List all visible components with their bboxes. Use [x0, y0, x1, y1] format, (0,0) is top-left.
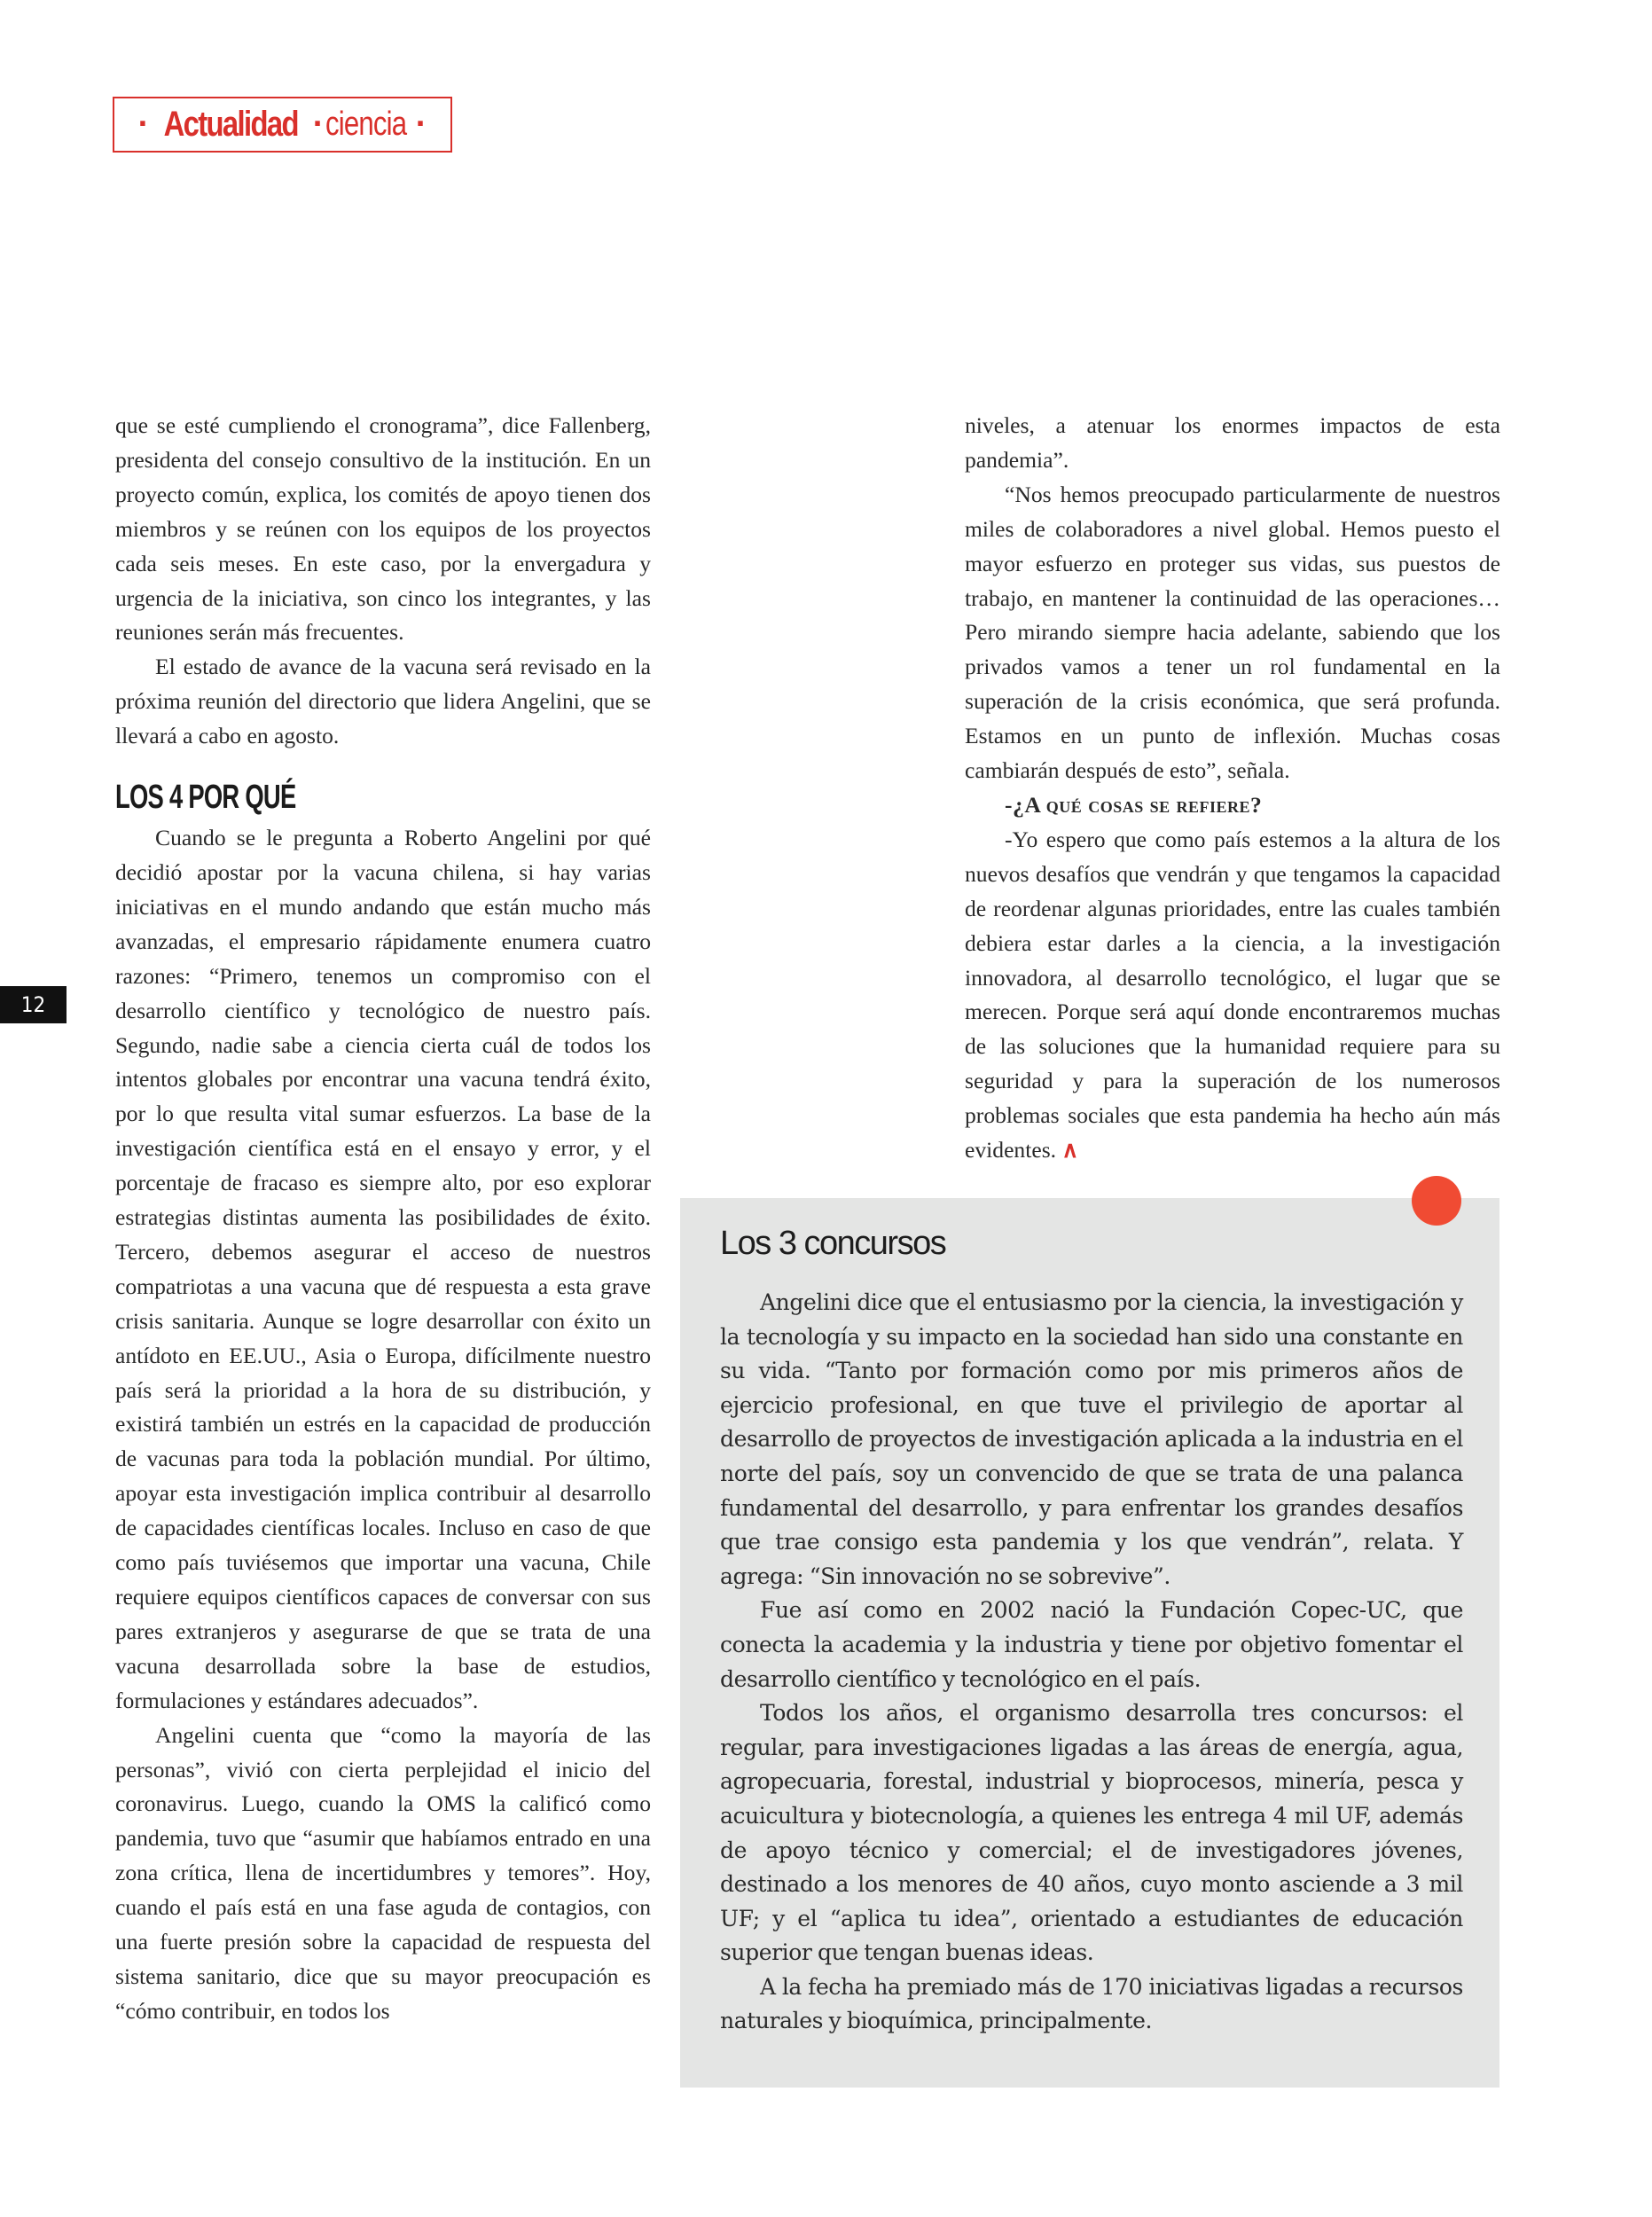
paragraph-text: -Yo espero que como país estemos a la altura de los nuevos desafíos que vendrán y que tengamos la capacidad de reordenar algunas prioridades, entre las cuales también debiera estar darles a la ciencia, a la investigación innovadora, al desarrollo tecnológico, el lugar que se merecen. Porque será aquí donde encontraremos muchas de las soluciones que la humanidad requiere para su seguridad y para la superación de los numerosos problemas sociales que esta pandemia ha hecho aún más evidentes. — [965, 826, 1500, 1163]
paragraph: El estado de avance de la vacuna será revisado en la próxima reunión del directorio que lidera Angelini, que se llevará a cabo en agosto. — [115, 654, 651, 749]
section-name: Actualidad — [163, 105, 299, 144]
paragraph: que se esté cumpliendo el cronograma”, dice Fallenberg, presidenta del consejo consultivo de la institución. En un proyecto común, explica, los comités de apoyo tienen dos miembros y se reúnen con los equipos de los proyectos cada seis meses. En este caso, por la envergadura y urgencia de la iniciativa, son cinco los integrantes, y las reuniones serán más frecuentes. — [115, 412, 651, 646]
subheading: LOS 4 POR QUÉ — [115, 779, 296, 817]
red-dot-icon — [1412, 1176, 1461, 1226]
sidebar-text — [720, 1286, 1463, 2039]
right-column — [965, 409, 1500, 1168]
interview-question: -¿A qué cosas se refiere? — [1005, 791, 1263, 818]
paragraph: “Nos hemos preocupado particularmente de nuestros miles de colaboradores a nivel global. Hemos puesto el mayor esfuerzo en proteger sus vidas, sus puestos de trabajo, en mantener la continuidad de las operaciones… Pero mirando siempre hacia adelante, sabiendo que los privados vamos a tener un rol fundamental en la superación de la crisis económica, que será profunda. Estamos en un punto de inflexión. Muchas cosas cambiarán después de esto”, señala. — [965, 481, 1500, 784]
section-tag-dot: · — [312, 106, 325, 143]
paragraph: Angelini cuenta que “como la mayoría de las personas”, vivió con cierta perplejidad el inicio del coronavirus. Luego, cuando la OMS la calificó como pandemia, tuvo que “asumir que habíamos entrado en una zona crítica, llena de incertidumbres y temores”. Hoy, cuando el país está en una fase aguda de contagios, con una fuerte presión sobre la capacidad de respuesta del sistema sanitario, dice que su mayor preocupación es “cómo contribuir, en todos los — [115, 1721, 651, 2024]
subsection-name: ciencia — [325, 106, 407, 143]
sidebar-paragraph: A la fecha ha premiado más de 170 iniciativas ligadas a recursos naturales y bioquímica, principalmente. — [720, 1973, 1463, 2034]
page-number: 12 — [0, 986, 67, 1023]
section-tag-dot: · — [137, 106, 150, 143]
section-tag — [113, 97, 452, 153]
sidebar-title: Los 3 concursos — [720, 1225, 946, 1262]
sidebar-paragraph: Todos los años, el organismo desarrolla tres concursos: el regular, para investigaciones ligadas a las áreas de energía, agua, agropecuaria, forestal, industrial y bioprocesos, minería, pesca y acuicultura y biotecnología, a quienes les entrega 4 mil UF, además de apoyo técnico y comercial; el de investigadores jóvenes, destinado a los menores de 40 años, cuyo monto asciende a 3 mil UF; y el “aplica tu idea”, orientado a estudiantes de educación superior que tengan buenas ideas. — [720, 1700, 1463, 1966]
paragraph — [965, 823, 1500, 1168]
sidebar-paragraph: Angelini dice que el entusiasmo por la ciencia, la investigación y la tecnología y su impacto en la sociedad han sido una constante en su vida. “Tanto por formación como por mis primeros años de ejercicio profesional, en que tuve el privilegio de aportar al desarrollo de proyectos de investigación aplicada a la industria en el norte del país, soy un convencido de que se trata de una palanca fundamental del desarrollo, y para enfrentar los grandes desafíos que trae consigo esta pandemia y los que vendrán”, relata. Y agrega: “Sin innovación no se sobrevive”. — [720, 1289, 1463, 1589]
section-tag-dot: · — [415, 106, 427, 143]
left-column — [115, 409, 651, 2029]
sidebar-paragraph: Fue así como en 2002 nació la Fundación Copec-UC, que conecta la academia y la industria y tiene por objetivo fomentar el desarrollo científico y tecnológico en el país. — [720, 1597, 1463, 1692]
paragraph: Cuando se le pregunta a Roberto Angelini por qué decidió apostar por la vacuna chilena, si hay varias iniciativas en el mundo andando que están mucho más avanzadas, el empresario rápidamente enumera cuatro razones: “Primero, tenemos un compromiso con el desarrollo científico y tecnológico de nuestro país. Segundo, nadie sabe a ciencia cierta cuál de todos los intentos globales por encontrar una vacuna tendrá éxito, por lo que resulta vital sumar esfuerzos. La base de la investigación científica está en el ensayo y error, y el porcentaje de fracaso es siempre alto, por eso explorar estrategias distintas aumenta las posibilidades de éxito. Tercero, debemos asegurar el acceso de nuestros compatriotas a una vacuna que dé respuesta a esta grave crisis sanitaria. Aunque se logre desarrollar con éxito un antídoto en EE.UU., Asia o Europa, difícilmente nuestro país será la prioridad a la hora de su distribución, y existirá también un estrés en la capacidad de producción de vacunas para toda la población mundial. Por último, apoyar esta investigación implica contribuir al desarrollo de capacidades científicas locales. Incluso en caso de que como país tuviésemos que importar una vacuna, Chile requiere equipos científicos capaces de conversar con sus pares extranjeros y asegurarse de que se trata de una vacuna desarrollada sobre la base de estudios, formulaciones y estándares adecuados”. — [115, 825, 651, 1713]
paragraph: niveles, a atenuar los enormes impactos de esta pandemia”. — [965, 412, 1500, 473]
end-mark-icon: ∧ — [1061, 1138, 1079, 1163]
